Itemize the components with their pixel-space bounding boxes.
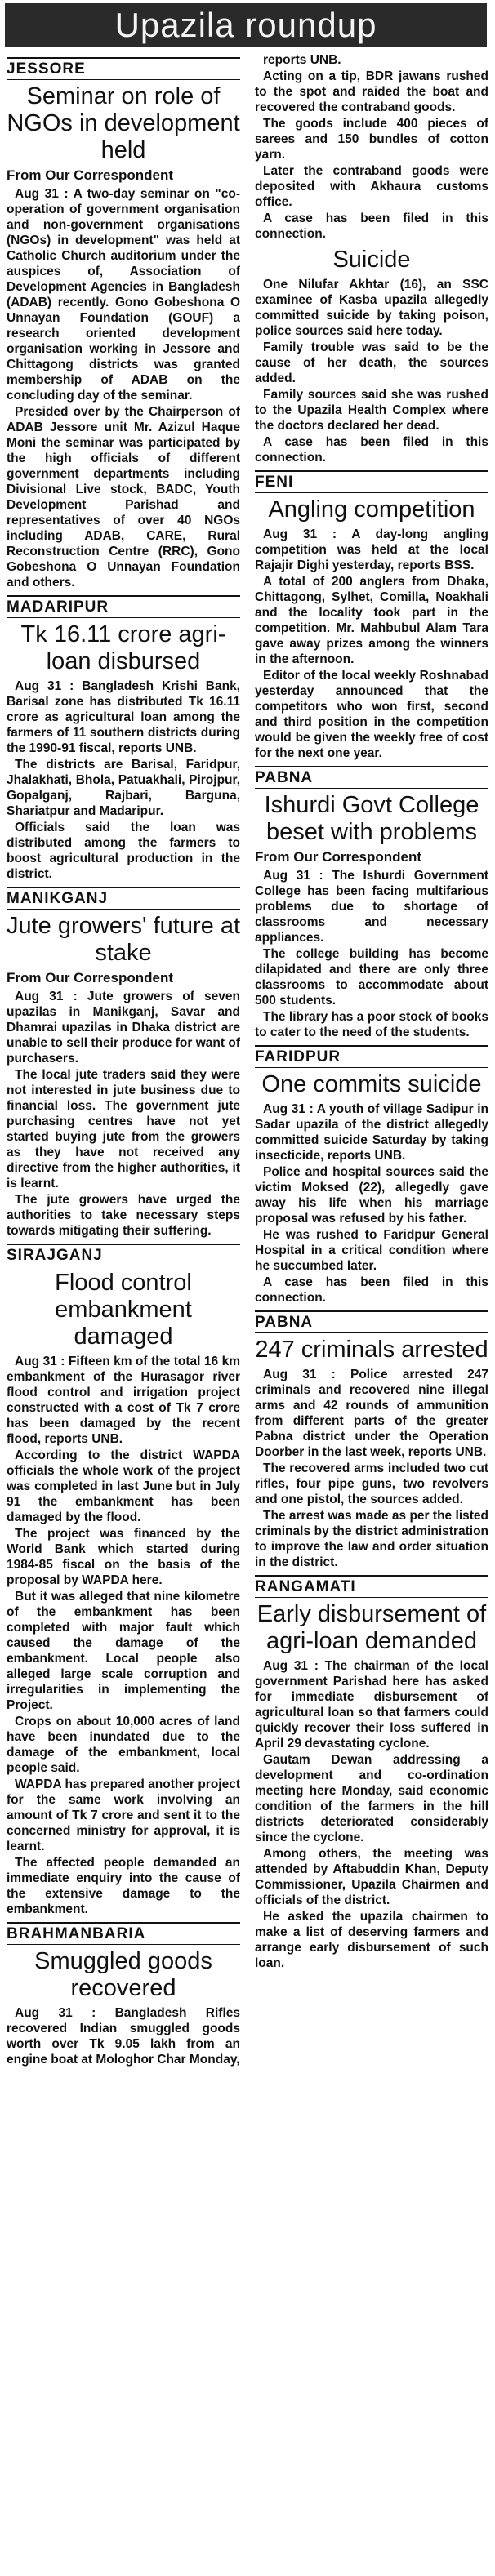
district-label: SIRAJGANJ bbox=[7, 1244, 240, 1266]
article-ishurdi-govt-college-beset-with-problems bbox=[255, 766, 488, 1040]
article-byline: From Our Correspondent bbox=[7, 167, 174, 183]
article-paragraph: The library has a poor stock of books to cater to the need of the students. bbox=[255, 1010, 488, 1039]
article-paragraph: A case has been filed in this connection. bbox=[255, 1275, 488, 1305]
article-paragraph: The recovered arms included two cut rifles, four pipe guns, two revolvers and one pistol, the sources added. bbox=[255, 1462, 488, 1506]
article-angling-competition bbox=[255, 470, 488, 761]
article-flood-control-embankment-damaged bbox=[7, 1244, 240, 1917]
article-paragraph: Aug 31 : Bangladesh Rifles recovered Indian smuggled goods worth over Tk 9.05 lakh from an engine boat at Mologhor Char Monday, bbox=[7, 2006, 240, 2067]
left-column bbox=[7, 52, 240, 2573]
article-paragraph: Aug 31 : Police arrested 247 criminals and recovered nine illegal arms and 42 rounds of ammunition from different parts of the greater Pabna district under the Operation Doorber in the last week, reports UNB. bbox=[255, 1368, 488, 1459]
article-paragraph: Aug 31 : A day-long angling competition was held at the local Rajajir Dighi yesterday, reports BSS. bbox=[255, 527, 488, 572]
article-paragraph: The goods include 400 pieces of sarees and 150 bundles of cotton yarn. bbox=[255, 117, 488, 162]
district-label: JESSORE bbox=[7, 57, 240, 80]
article-smuggled-goods-recovered bbox=[7, 1922, 240, 2067]
page-banner: Upazila roundup bbox=[5, 3, 487, 47]
article-paragraph: A case has been filed in this connection. bbox=[255, 435, 488, 465]
article-headline: Tk 16.11 crore agri-loan disbursed bbox=[20, 621, 226, 674]
article-suicide bbox=[255, 247, 488, 465]
article-paragraph: But it was alleged that nine kilometre of the embankment has been completed with major fault which caused the damage of the embankment. Local people also alleged large scale corruption and irregularities in implementing the Project. bbox=[7, 1590, 240, 1712]
article-paragraph: The jute growers have urged the authorities to take necessary steps towards mitigating their suffering. bbox=[7, 1193, 240, 1238]
article-byline: From Our Correspondent bbox=[255, 849, 422, 865]
district-label: FARIDPUR bbox=[255, 1045, 488, 1068]
article-paragraph: Aug 31 : Jute growers of seven upazilas in Manikganj, Savar and Dhamrai upazilas in Dhaka district are unable to sell their produce for want of purchasers. bbox=[7, 990, 240, 1066]
article-paragraph: Aug 31 : The Ishurdi Government College has been facing multifarious problems due to shortage of classrooms and necessary appliances. bbox=[255, 869, 488, 945]
article-paragraph: A case has been filed in this connection. bbox=[255, 211, 488, 241]
article-paragraph: Presided over by the Chairperson of ADAB Jessore unit Mr. Azizul Haque Moni the seminar was participated by the high officials of different government departments including Divisional Live stock, BADC, Youth Development Parishad and representatives of over 40 NGOs including ADAB, CARE, Rural Reconstruction Centre (RRC), Gono Gobeshona O Unnayan Foundation and others. bbox=[7, 405, 240, 589]
article-jute-growers-future-at-stake bbox=[7, 887, 240, 1239]
article-paragraph: The arrest was made as per the listed criminals by the district administration to improve the law and order situation in the district. bbox=[255, 1509, 488, 1569]
article-paragraph: Officials said the loan was distributed among the farmers to boost agricultural production in the district. bbox=[7, 821, 240, 881]
district-label: MANIKGANJ bbox=[7, 887, 240, 910]
article-paragraph: Family trouble was said to be the cause of her death, the sources added. bbox=[255, 340, 488, 385]
district-label: RANGAMATI bbox=[255, 1575, 488, 1598]
district-label: PABNA bbox=[255, 1310, 488, 1333]
district-label: FENI bbox=[255, 470, 488, 493]
article-headline: Ishurdi Govt College beset with problems bbox=[264, 792, 479, 845]
district-label: MADARIPUR bbox=[7, 595, 240, 618]
district-label: BRAHMANBARIA bbox=[7, 1922, 240, 1945]
article-paragraph: The project was financed by the World Bank which started during 1984-85 fiscal on the basis of the proposal by WAPDA here. bbox=[7, 1527, 240, 1587]
article-paragraph: He was rushed to Faridpur General Hospital in a critical condition where he succumbed later. bbox=[255, 1228, 488, 1273]
article-paragraph: Aug 31 : Fifteen km of the total 16 km embankment of the Hurasagor river flood control and irrigation project constructed with a cost of Tk 7 crore has been damaged by the recent flood, reports UNB. bbox=[7, 1355, 240, 1446]
article-one-commits-suicide bbox=[255, 1045, 488, 1306]
article-paragraph: According to the district WAPDA officials the whole work of the project was completed in last June but in July 91 the embankment has been damaged by the flood. bbox=[7, 1448, 240, 1524]
article-paragraph: Later the contraband goods were deposited with Akhaura customs office. bbox=[255, 164, 488, 209]
article-byline: From Our Correspondent bbox=[7, 970, 174, 985]
article-paragraph: A total of 200 anglers from Dhaka, Chittagong, Sylhet, Comilla, Noakhali and the locality took part in the competition. Mr. Mahbubul Alam Tara gave away prizes among the winners in the afternoon. bbox=[255, 575, 488, 666]
article-headline: One commits suicide bbox=[261, 1071, 482, 1097]
article-paragraph: The local jute traders said they were not interested in jute business due to financial loss. The government jute purchasing centres have not yet started buying jute from the growers as they have not received any directive from the higher authorities, it is learnt. bbox=[7, 1068, 240, 1190]
article-tk-16-11-crore-agri-loan-disbursed bbox=[7, 595, 240, 882]
article-headline: Suicide bbox=[332, 247, 411, 273]
article-paragraph: He asked the upazila chairmen to make a list of deserving farmers and arrange early disbursement of such loan. bbox=[255, 1910, 488, 1970]
article-paragraph: reports UNB. bbox=[263, 53, 341, 67]
article-headline: Flood control embankment damaged bbox=[55, 1270, 192, 1350]
article-paragraph: The districts are Barisal, Faridpur, Jhalakhati, Bhola, Patuakhali, Pirojpur, Gopalganj, Rajbari, Barguna, Shariatpur and Madaripur. bbox=[7, 758, 240, 818]
article-headline: Smuggled goods recovered bbox=[34, 1948, 212, 2001]
article-early-disbursement-of-agri-loan-demanded bbox=[255, 1575, 488, 1971]
article-247-criminals-arrested bbox=[255, 1310, 488, 1570]
article-headline: Seminar on role of NGOs in development held bbox=[7, 83, 240, 163]
article-paragraph: Aug 31 : A youth of village Sadipur in Sadar upazila of the district allegedly committed suicide Saturday by taking insecticide, reports UNB. bbox=[255, 1102, 488, 1163]
article-paragraph: Family sources said she was rushed to the Upazila Health Complex where the doctors declared her dead. bbox=[255, 388, 488, 433]
article-paragraph: Gautam Dewan addressing a development and co-ordination meeting here Monday, said economic condition of the farmers in the hill districts deteriorated considerably since the cyclone. bbox=[255, 1753, 488, 1844]
article-paragraph: Aug 31 : A two-day seminar on "co-operation of government organisation and non-government organisations (NGOs) in development" was held at Catholic Church auditorium under the auspices of, Association of Development Agencies in Bangladesh (ADAB) recently. Gono Gobeshona O Unnayan Foundation (GOUF) a research oriented development organisation working in Jessore and Chittagong districts was granted membership of ADAB on the concluding day of the seminar. bbox=[7, 187, 240, 403]
article-continued bbox=[255, 52, 488, 242]
article-paragraph: Aug 31 : The chairman of the local government Parishad here has asked for immediate disbursement of agricultural loan so that farmers could quickly recover their loss suffered in April 29 devastating cyclone. bbox=[255, 1659, 488, 1751]
article-headline: Jute growers' future at stake bbox=[7, 913, 240, 966]
district-label: PABNA bbox=[255, 766, 488, 789]
article-headline: Early disbursement of agri-loan demanded bbox=[256, 1601, 487, 1654]
right-column bbox=[255, 52, 488, 2573]
article-headline: Angling competition bbox=[268, 496, 475, 523]
article-paragraph: Crops on about 10,000 acres of land have been inundated due to the damage of the embankment, local people said. bbox=[7, 1715, 240, 1775]
article-paragraph: Acting on a tip, BDR jawans rushed to the spot and raided the boat and recovered the contraband goods. bbox=[255, 69, 488, 114]
article-paragraph: Among others, the meeting was attended by Aftabuddin Khan, Deputy Commissioner, Upazila Chairmen and officials of the district. bbox=[255, 1847, 488, 1907]
article-paragraph: Editor of the local weekly Roshnabad yesterday announced that the competitors who won first, second and third position in the competition would be given the weekly free of cost for the next one year. bbox=[255, 669, 488, 760]
article-paragraph: One Nilufar Akhtar (16), an SSC examinee of Kasba upazila allegedly committed suicide by taking poison, police sources said here today. bbox=[255, 278, 488, 338]
article-paragraph: The affected people demanded an immediate enquiry into the cause of the extensive damage to the embankment. bbox=[7, 1856, 240, 1916]
article-paragraph: Police and hospital sources said the victim Moksed (22), allegedly gave away his life when his marriage proposal was refused by his father. bbox=[255, 1165, 488, 1226]
article-paragraph: WAPDA has prepared another project for the same work involving an amount of Tk 7 crore and sent it to the concerned ministry for approval, it is learnt. bbox=[7, 1777, 240, 1853]
article-headline: 247 criminals arrested bbox=[255, 1337, 488, 1363]
article-paragraph: Aug 31 : Bangladesh Krishi Bank, Barisal zone has distributed Tk 16.11 crore as agricultural loan among the farmers of 11 southern districts during the 1990-91 fiscal, reports UNB. bbox=[7, 679, 240, 755]
article-paragraph: The college building has become dilapidated and there are only three classrooms to accommodate about 500 students. bbox=[255, 947, 488, 1008]
article-seminar-on-role-of-ngos-in-development-held bbox=[7, 57, 240, 590]
